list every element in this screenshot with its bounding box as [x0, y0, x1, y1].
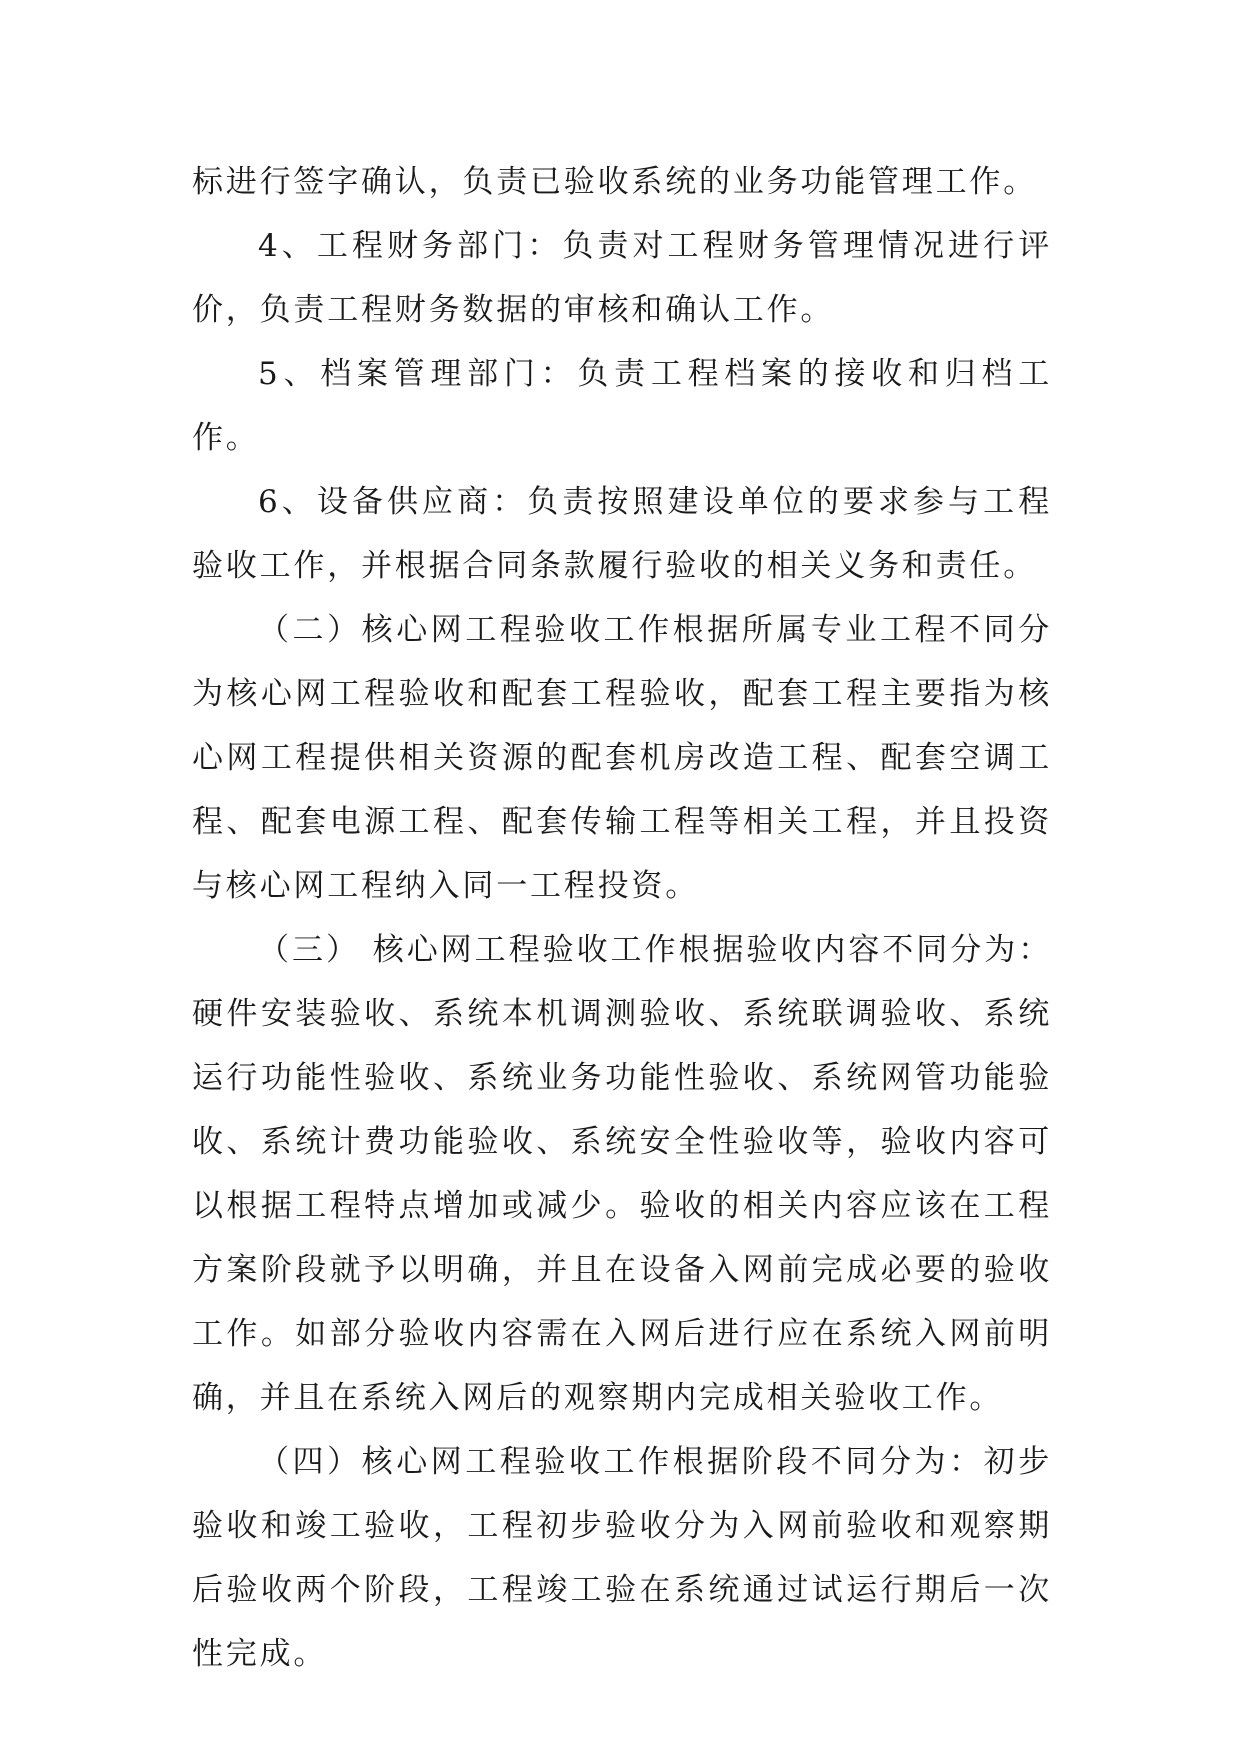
- paragraph-continuation: 标进行签字确认，负责已验收系统的业务功能管理工作。: [192, 164, 1037, 200]
- paragraph-section-three: （三） 核心网工程验收工作根据验收内容不同分为：硬件安装验收、系统本机调测验收、系统联调验收、系统运行功能性验收、系统业务功能性验收、系统网管功能验收、系统计费功能验收、系统安全性验收等，验收内容可以根据工程特点增加或减少。验收的相关内容应该在工程方案阶段就予以明确，并且在设备入网前完成必要的验收工作。如部分验收内容需在入网后进行应在系统入网前明确，并且在系统入网后的观察期内完成相关验收工作。: [192, 932, 1052, 1416]
- paragraph-section-two: （二）核心网工程验收工作根据所属专业工程不同分为核心网工程验收和配套工程验收，配套工程主要指为核心网工程提供相关资源的配套机房改造工程、配套空调工程、配套电源工程、配套传输工程等相关工程，并且投资与核心网工程纳入同一工程投资。: [192, 612, 1052, 904]
- paragraph-finance-department: 4、工程财务部门：负责对工程财务管理情况进行评价，负责工程财务数据的审核和确认工作。: [192, 228, 1052, 328]
- paragraph-section-four: （四）核心网工程验收工作根据阶段不同分为：初步验收和竣工验收，工程初步验收分为入网前验收和观察期后验收两个阶段，工程竣工验在系统通过试运行期后一次性完成。: [192, 1444, 1052, 1672]
- paragraph-archive-department: 5、档案管理部门：负责工程档案的接收和归档工作。: [192, 356, 1052, 456]
- document-body: [192, 150, 1052, 1686]
- paragraph-equipment-supplier: 6、设备供应商：负责按照建设单位的要求参与工程验收工作，并根据合同条款履行验收的相关义务和责任。: [192, 484, 1052, 584]
